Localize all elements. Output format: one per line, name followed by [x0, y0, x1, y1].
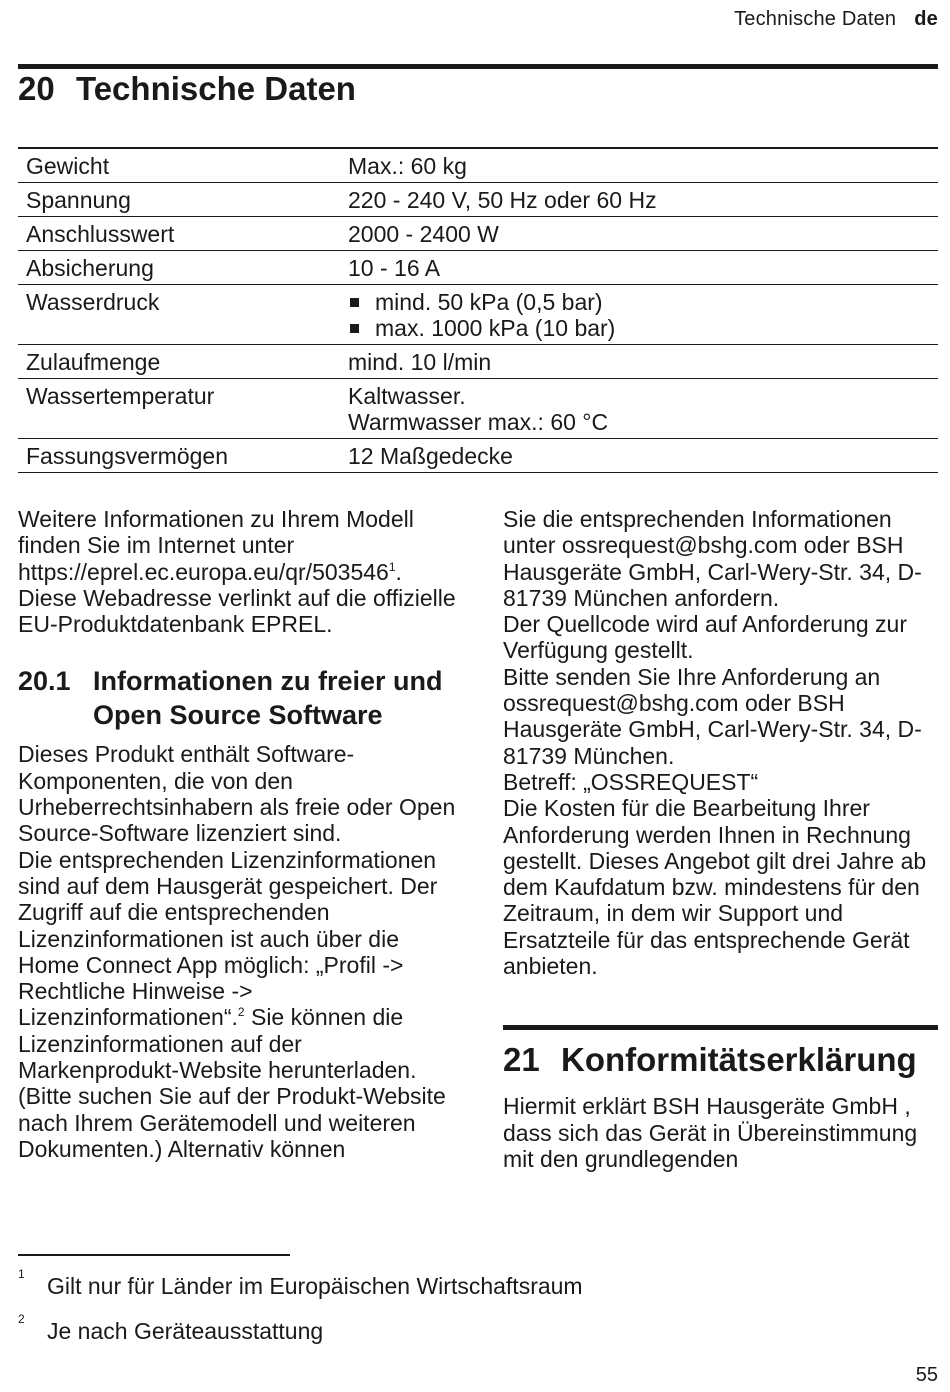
list-item: max. 1000 kPa (10 bar)	[348, 315, 930, 341]
spec-value: 10 - 16 A	[340, 251, 938, 285]
table-row	[18, 183, 938, 217]
section-20-1-number: 20.1	[18, 666, 71, 697]
eprel-text: Weitere Informationen zu Ihrem Modell finden Sie im Internet unter https://eprel.ec.europa.eu/qr/503546	[18, 506, 414, 585]
top-rule	[18, 64, 938, 69]
section-21-number: 21	[503, 1041, 540, 1079]
footnote-rule	[18, 1254, 290, 1256]
spec-value: 2000 - 2400 W	[340, 217, 938, 251]
footnote-ref: 1	[388, 559, 396, 574]
footnote-mark: 2	[18, 1312, 25, 1326]
oss-paragraph: Der Quellcode wird auf Anforderung zur Verfügung gestellt.	[503, 611, 907, 664]
oss-paragraph: Bitte senden Sie Ihre Anforderung an ossrequest@bshg.com oder BSH Hausgeräte GmbH, Carl-Wery-Str. 34, D-81739 München.	[503, 663, 922, 769]
spec-label: Spannung	[18, 183, 340, 217]
spec-value: mind. 10 l/min	[340, 345, 938, 379]
table-row	[18, 217, 938, 251]
conformity-paragraph: Hiermit erklärt BSH Hausgeräte GmbH , dass sich das Gerät in Übereinstimmung mit den grundlegenden	[503, 1093, 918, 1172]
footnote	[18, 1267, 583, 1300]
spec-label: Gewicht	[18, 148, 340, 183]
running-header	[734, 8, 938, 31]
right-column	[503, 506, 938, 1172]
section-20-number: 20	[18, 70, 55, 107]
oss-paragraph: Betreff: „OSSREQUEST“	[503, 768, 759, 795]
section-20-heading	[18, 70, 356, 108]
footnote-ref: 2	[237, 1005, 245, 1020]
value-line: Warmwasser max.: 60 °C	[348, 409, 609, 435]
footnote	[18, 1312, 324, 1345]
spec-table	[18, 147, 938, 473]
section-21-rule	[503, 1025, 938, 1030]
spec-label: Wasserdruck	[18, 285, 340, 345]
spec-label: Absicherung	[18, 251, 340, 285]
oss-paragraph: Sie die entsprechenden Informationen unter ossrequest@bshg.com oder BSH Hausgeräte GmbH, Carl-Wery-Str. 34, D-81739 München anfordern.	[503, 506, 922, 611]
table-row	[18, 285, 938, 345]
oss-paragraph: Die Kosten für die Bearbeitung Ihrer Anforderung werden Ihnen in Rechnung gestellt. Dieses Angebot gilt drei Jahre ab dem Kaufdatum bzw. mindestens für den Zeitraum, in dem wir Support und Ersatzteile für das entsprechende Gerät anbieten.	[503, 795, 927, 980]
oss-text: Die entsprechenden Lizenzinformationen sind auf dem Hausgerät gespeichert. Der Zugriff auf die entsprechenden Lizenzinformationen ist auch über die Home Connect App möglich: „Profil -> Rechtliche Hinweise -> Lizenzinformationen“.	[18, 846, 438, 1031]
spec-label: Wassertemperatur	[18, 379, 340, 439]
footnote-text: Je nach Geräteausstattung	[47, 1318, 324, 1344]
eprel-text-cont: . Diese Webadresse verlinkt auf die offizielle EU-Produktdatenbank EPREL.	[18, 558, 456, 638]
spec-value	[340, 285, 938, 345]
table-row	[18, 439, 938, 473]
left-column	[18, 506, 458, 1162]
table-row	[18, 148, 938, 183]
table-row	[18, 379, 938, 439]
oss-text-cont: Sie können die Lizenzinformationen auf der Markenprodukt-Website herunterladen. (Bitte suchen Sie auf der Produkt-Website nach Ihrem Gerätemodell und weiteren Dokumenten.) Alternativ können	[18, 1004, 446, 1162]
spec-label: Anschlusswert	[18, 217, 340, 251]
footnote-text: Gilt nur für Länder im Europäischen Wirtschaftsraum	[47, 1273, 583, 1299]
spec-value: Max.: 60 kg	[340, 148, 938, 183]
section-21-title: Konformitätserklärung	[561, 1041, 917, 1079]
section-20-1-title: Informationen zu freier und Open Source Software	[93, 666, 443, 731]
list-item: mind. 50 kPa (0,5 bar)	[348, 289, 930, 315]
page-number: 55	[915, 1364, 938, 1386]
oss-paragraph: Dieses Produkt enthält Software-Komponenten, die von den Urheberrechtsinhabern als freie oder Open Source-Software lizenziert sind.	[18, 741, 456, 847]
footnote-mark: 1	[18, 1267, 25, 1281]
spec-label: Zulaufmenge	[18, 345, 340, 379]
oss-paragraph	[18, 847, 458, 1163]
header-language: de	[914, 8, 938, 30]
header-section-title: Technische Daten	[734, 8, 897, 30]
section-20-1-heading	[18, 664, 458, 732]
spec-value: 220 - 240 V, 50 Hz oder 60 Hz	[340, 183, 938, 217]
spec-value	[340, 379, 938, 439]
spec-label: Fassungsvermögen	[18, 439, 340, 473]
eprel-paragraph	[18, 506, 458, 637]
section-20-title: Technische Daten	[76, 70, 356, 107]
section-21-heading	[503, 1040, 938, 1080]
table-row	[18, 345, 938, 379]
table-row	[18, 251, 938, 285]
value-line: Kaltwasser.	[348, 383, 466, 409]
spec-value: 12 Maßgedecke	[340, 439, 938, 473]
